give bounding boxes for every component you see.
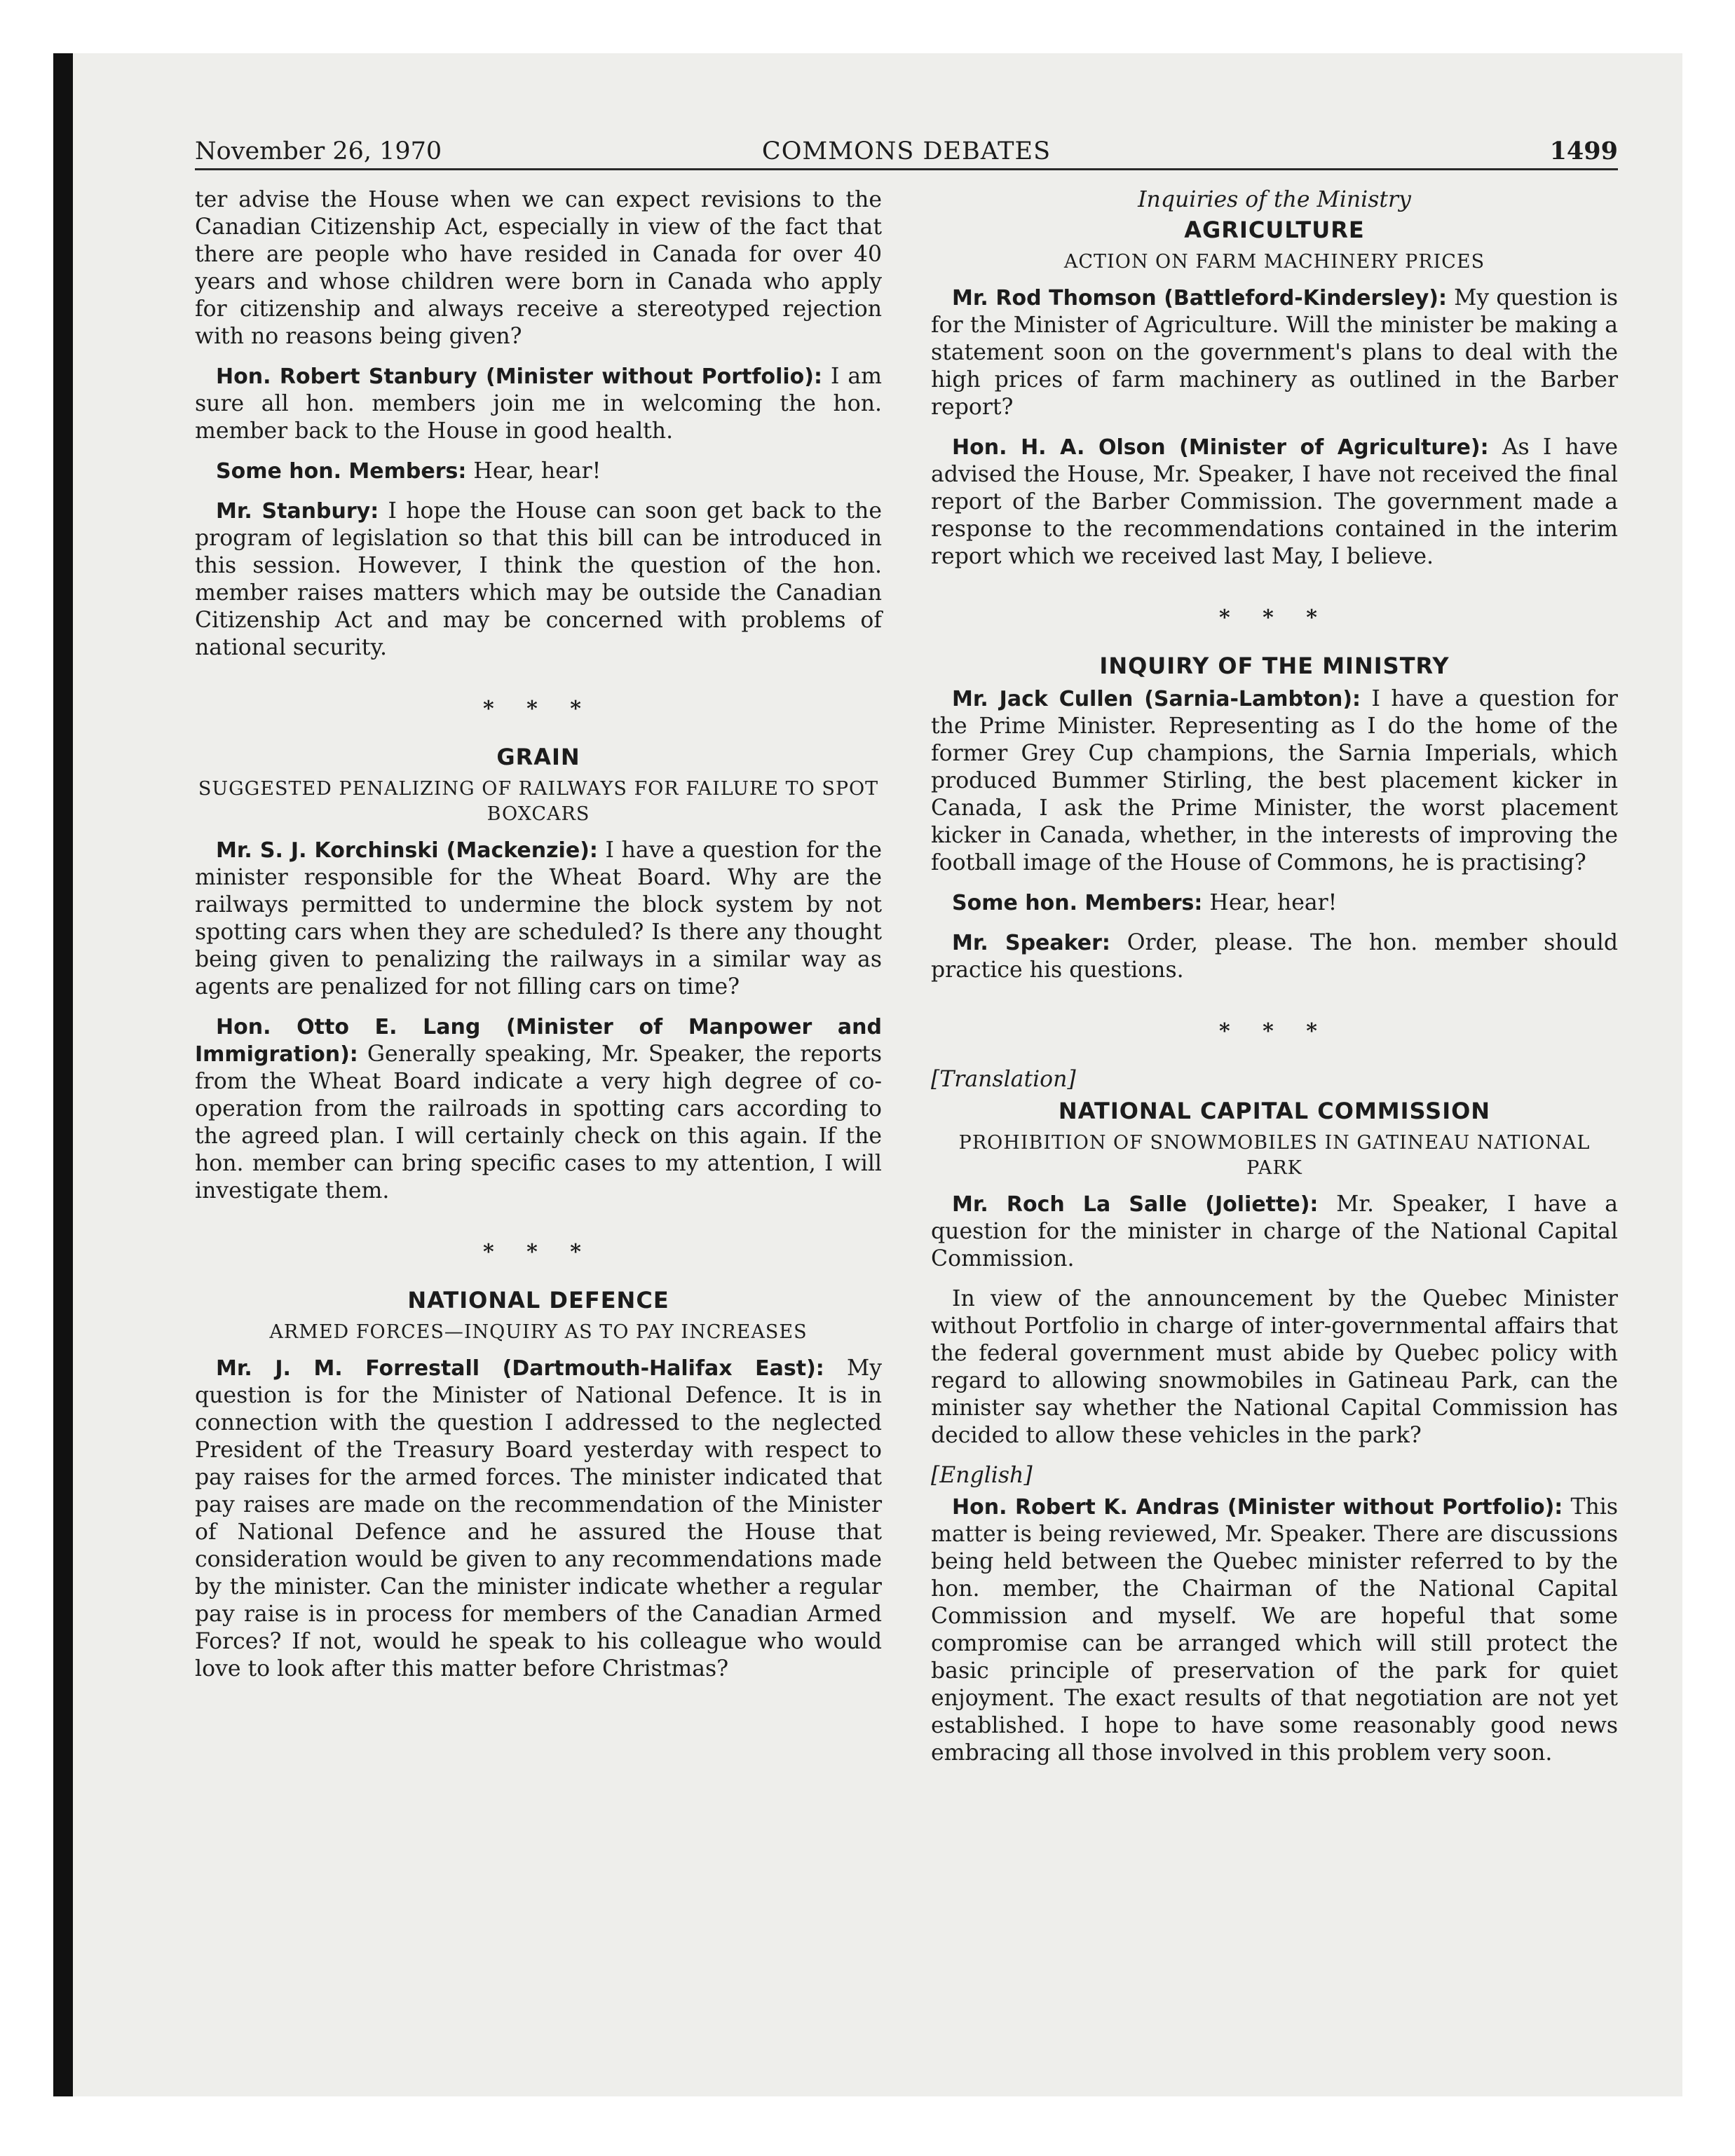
section-subheading: PROHIBITION OF SNOWMOBILES IN GATINEAU NATIONAL PARK xyxy=(958,1132,1591,1179)
left-column xyxy=(195,186,882,1696)
section-heading: NATIONAL DEFENCE xyxy=(407,1287,669,1314)
header-title: COMMONS DEBATES xyxy=(761,137,1052,165)
binding-edge xyxy=(53,53,73,2096)
language-note: [Translation] xyxy=(931,1067,1076,1092)
speech-text: My question is for the Minister of National Defence. It is in connection with the question I addressed to the neglected President of the Treasury Board yesterday with respect to pay raises for the armed forces. The minister indicated that pay raises are made on the recommendation of the Minister of National Defence and he assured the House that consideration would be given to any recommendations made by the minister. Can the minister indicate whether a regular pay raise is in process for members of the Canadian Armed Forces? If not, would he speak to his colleague who would love to look after this matter before Christmas? xyxy=(195,1356,882,1681)
paragraph xyxy=(195,498,882,662)
speaker-name: Hon. Robert Stanbury (Minister without Portfolio): xyxy=(216,364,822,389)
paragraph: ter advise the House when we can expect revisions to the Canadian Citizenship Act, especially in view of the fact that there are people who have resided in Canada for over 40 years and whose children were born in Canada who apply for citizenship and always receive a stereotyped rejection with no reasons being given? xyxy=(195,187,882,349)
paragraph: In view of the announcement by the Quebec Minister without Portfolio in charge of inter-governmental affairs that the federal government must abide by Quebec policy with regard to allowing snowmobiles in Gatineau Park, can the minister say whether the National Capital Commission has decided to allow these vehicles in the park? xyxy=(931,1286,1618,1448)
speaker-name: Mr. S. J. Korchinski (Mackenzie): xyxy=(216,838,598,863)
paragraph xyxy=(931,1494,1618,1767)
speech-text: As I have advised the House, Mr. Speaker, I have not received the final report of the Barber Commission. The government made a response to the recommendations contained in the interim report which we received last May, I believe. xyxy=(931,435,1619,569)
running-header xyxy=(195,130,1618,170)
paragraph xyxy=(195,1014,882,1205)
speech-text: Order, please. The hon. member should practice his questions. xyxy=(931,930,1619,983)
speaker-name: Mr. Stanbury: xyxy=(216,499,379,524)
right-column xyxy=(931,186,1618,1780)
speech-text: This matter is being reviewed, Mr. Speaker. There are discussions being held between the Quebec minister referred to by the hon. member, the Chairman of the National Capital Commission and myself. We are hopeful that some compromise can be arranged which will still protect the basic principle of preservation of the park for quiet enjoyment. The exact results of that negotiation are not yet established. I hope to have some reasonably good news embracing all those involved in this problem very soon. xyxy=(931,1494,1619,1766)
speaker-name: Mr. Roch La Salle (Joliette): xyxy=(952,1192,1319,1217)
section-heading: GRAIN xyxy=(496,744,580,770)
speaker-name: Mr. J. M. Forrestall (Dartmouth-Halifax East): xyxy=(216,1356,824,1381)
header-date: November 26, 1970 xyxy=(195,137,442,165)
paragraph xyxy=(195,458,882,485)
speech-text: Generally speaking, Mr. Speaker, the reports from the Wheat Board indicate a very high degree of co-operation from the railroads in spotting cars according to the agreed plan. I will certainly check on this again. If the hon. member can bring specific cases to my attention, I will investigate them. xyxy=(195,1042,882,1203)
speaker-name: Some hon. Members: xyxy=(216,459,467,484)
section-separator: * * * xyxy=(483,697,594,721)
section-separator: * * * xyxy=(1219,1019,1330,1044)
section-heading: NATIONAL CAPITAL COMMISSION xyxy=(1058,1098,1491,1124)
paragraph xyxy=(931,929,1618,984)
speaker-name: Mr. Jack Cullen (Sarnia-Lambton): xyxy=(952,687,1361,711)
speech-text: I have a question for the minister responsible for the Wheat Board. Why are the railways permitted to undermine the block system by not spotting cars when they are scheduled? Is there any thought being given to penalizing the railways in a similar way as agents are penalized for not filling cars on time? xyxy=(195,838,882,999)
section-heading: AGRICULTURE xyxy=(1184,217,1365,243)
speech-text: Mr. Speaker, I have a question for the minister in charge of the National Capital Commission. xyxy=(931,1192,1619,1271)
speech-text: I am sure all hon. members join me in welcoming the hon. member back to the House in good health. xyxy=(195,364,882,444)
speaker-name: Hon. Robert K. Andras (Minister without Portfolio): xyxy=(952,1495,1563,1520)
speaker-name: Some hon. Members: xyxy=(952,891,1203,915)
section-subheading: SUGGESTED PENALIZING OF RAILWAYS FOR FAILURE TO SPOT BOXCARS xyxy=(198,778,879,825)
paragraph xyxy=(931,285,1618,421)
language-note: [English] xyxy=(931,1463,1033,1488)
section-heading: INQUIRY OF THE MINISTRY xyxy=(1099,653,1450,679)
paragraph xyxy=(931,889,1618,917)
paragraph xyxy=(931,434,1618,571)
section-subheading: ACTION ON FARM MACHINERY PRICES xyxy=(1063,251,1485,273)
paragraph xyxy=(195,363,882,445)
paragraph xyxy=(931,1191,1618,1273)
section-separator: * * * xyxy=(1219,606,1330,630)
speech-text: I have a question for the Prime Minister. Representing as I do the home of the former Grey Cup champions, the Sarnia Imperials, which produced Bummer Stirling, the best placement kicker in Canada, I ask the Prime Minister, the worst placement kicker in Canada, whether, in the interests of improving the football image of the House of Commons, he is practising? xyxy=(931,686,1618,875)
speaker-name: Mr. Rod Thomson (Battleford-Kindersley): xyxy=(952,286,1447,311)
section-caption: Inquiries of the Ministry xyxy=(1138,187,1411,212)
paragraph xyxy=(195,837,882,1001)
page-number: 1499 xyxy=(1549,137,1618,165)
speech-text: Hear, hear! xyxy=(1209,890,1338,915)
section-separator: * * * xyxy=(483,1240,594,1264)
section-subheading: ARMED FORCES—INQUIRY AS TO PAY INCREASES xyxy=(269,1321,808,1343)
speaker-name: Mr. Speaker: xyxy=(952,931,1110,955)
speaker-name: Hon. Otto E. Lang (Minister of Manpower and Immigration): xyxy=(195,1015,882,1067)
speaker-name: Hon. H. A. Olson (Minister of Agriculture): xyxy=(952,435,1489,460)
speech-text: My question is for the Minister of Agriculture. Will the minister be making a statement soon on the government's plans to deal with the high prices of farm machinery as outlined in the Barber report? xyxy=(931,285,1618,420)
speech-text: Hear, hear! xyxy=(473,458,601,484)
paragraph xyxy=(931,685,1618,877)
speech-text: I hope the House can soon get back to the program of legislation so that this bill can be introduced in this session. However, I think the question of the hon. member raises matters which may be outside the Canadian Citizenship Act and may be concerned with problems of national security. xyxy=(195,498,882,660)
paragraph xyxy=(195,1355,882,1683)
page xyxy=(195,130,1619,1766)
